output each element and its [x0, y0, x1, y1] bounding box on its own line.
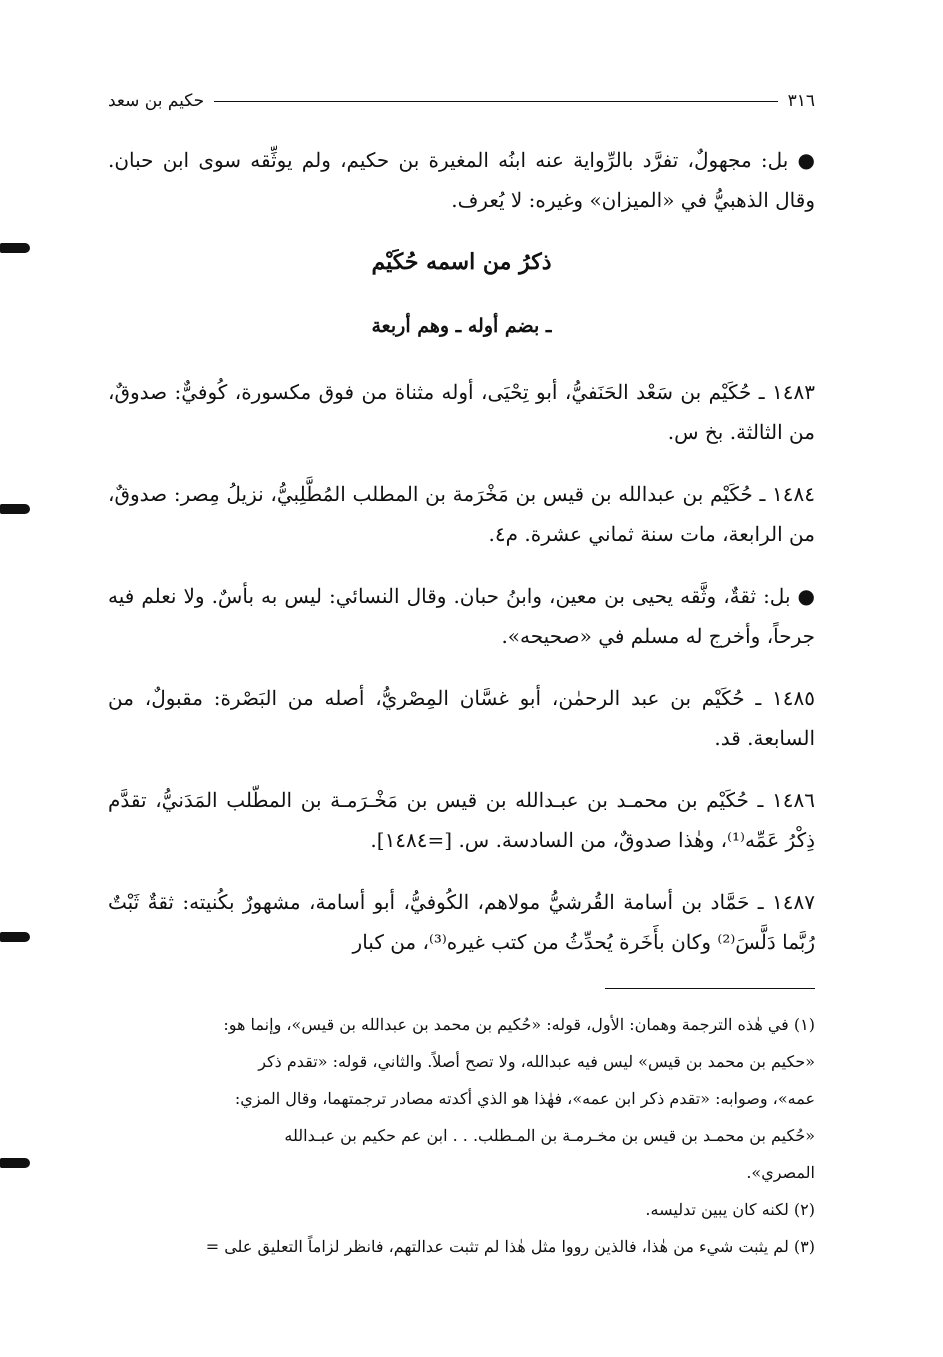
footnote-separator	[605, 988, 815, 989]
footnote-1-line-2: «حكيم بن محمد بن قيس» ليس فيه عبدالله، ولا تصح أصلاً. والثاني، قوله: «تقدم ذكر	[258, 1052, 815, 1071]
entry-1483: ١٤٨٣ ـ حُكَيْم بن سَعْد الحَنَفيُّ، أبو تِحْيَى، أوله مثناة من فوق مكسورة، كُوفيٌّ: صدوقٌ، من الثالثة. بخ س.	[108, 380, 815, 444]
entry-1486: ١٤٨٦ ـ حُكَيْم بن محمـد بن عبـدالله بن قيس بن مَخْـرَمـة بن المطّلب المَدَنيُّ، تقدَّم ذِكْرُ عَمِّه⁽¹⁾، وهٰذا صدوقٌ، من السادسة. س. [=١٤٨٤].	[108, 788, 815, 852]
running-title: حكيم بن سعد	[108, 91, 205, 111]
footnote-1-line-4: «حُكيم بن محمـد بن قيس بن مخـرمـة بن المـطلب. . . ابن عم حكيم بن عبـدالله	[284, 1126, 815, 1145]
entry-1484: ١٤٨٤ ـ حُكَيْم بن عبدالله بن قيس بن مَخْرَمة بن المطلب المُطَّلِبيُّ، نزيلُ مِصر: صدوقٌ، من الرابعة، مات سنة ثماني عشرة. م٤.	[108, 482, 815, 546]
footnote-1-line-5: المصري».	[746, 1163, 815, 1182]
entry-1485: ١٤٨٥ ـ حُكَيْم بن عبد الرحمٰن، أبو غسَّان المِصْريُّ، أصله من البَصْرة: مقبولٌ، من السابعة. قد.	[108, 686, 815, 750]
scan-edge-mark	[0, 243, 30, 253]
header-rule	[214, 101, 777, 102]
footnote-2: (٢) لكنه كان يبين تدليسه.	[645, 1200, 815, 1219]
section-heading: ذكرُ من اسمه حُكَيْم	[371, 249, 552, 275]
page-header	[108, 86, 815, 116]
footnote-1-line-3: عمه»، وصوابه: «تقدم ذكر ابن عمه»، فهٰذا هو الذي أكدته مصادر ترجمتهما، وقال المزي:	[234, 1089, 815, 1108]
page-number: ٣١٦	[787, 91, 815, 111]
entry-1487: ١٤٨٧ ـ حَمَّاد بن أسامة القُرشيُّ مولاهم، الكُوفيُّ، أبو أسامة، مشهورٌ بكُنيته: ثقةٌ ثَبْتٌ رُبَّما دَلَّسَ⁽²⁾ وكان بأَخَرة يُحدِّثُ من كتب غيره⁽³⁾، من كبار	[108, 890, 815, 954]
footnotes	[108, 1008, 815, 1267]
footnote-1-line-1: (١) في هٰذه الترجمة وهمان: الأول، قوله: «حُكيم بن محمد بن عبدالله بن قيس»، وإنما هو:	[223, 1015, 815, 1034]
footnote-3: (٣) لم يثبت شيء من هٰذا، فالذين رووا مثل هٰذا لم تثبت عدالتهم، فانظر لزاماً التعليق على =	[205, 1237, 815, 1256]
scan-edge-mark	[0, 932, 30, 942]
scan-edge-mark	[0, 504, 30, 514]
entry-note-1482: ● بل: مجهولٌ، تفرَّد بالرِّواية عنه ابنُه المغيرة بن حكيم، ولم يوثِّقه سوى ابن حبان. وقال الذهبيُّ في «الميزان» وغيره: لا يُعرف.	[108, 148, 815, 212]
scan-edge-mark	[0, 1158, 30, 1168]
entry-note-1484: ● بل: ثقةٌ، وثَّقه يحيى بن معين، وابنُ حبان. وقال النسائي: ليس به بأسٌ. ولا نعلم فيه جرحاً، وأخرج له مسلم في «صحيحه».	[108, 584, 815, 648]
main-text	[108, 140, 815, 984]
section-subheading: ـ بضم أوله ـ وهم أربعة	[371, 315, 552, 337]
